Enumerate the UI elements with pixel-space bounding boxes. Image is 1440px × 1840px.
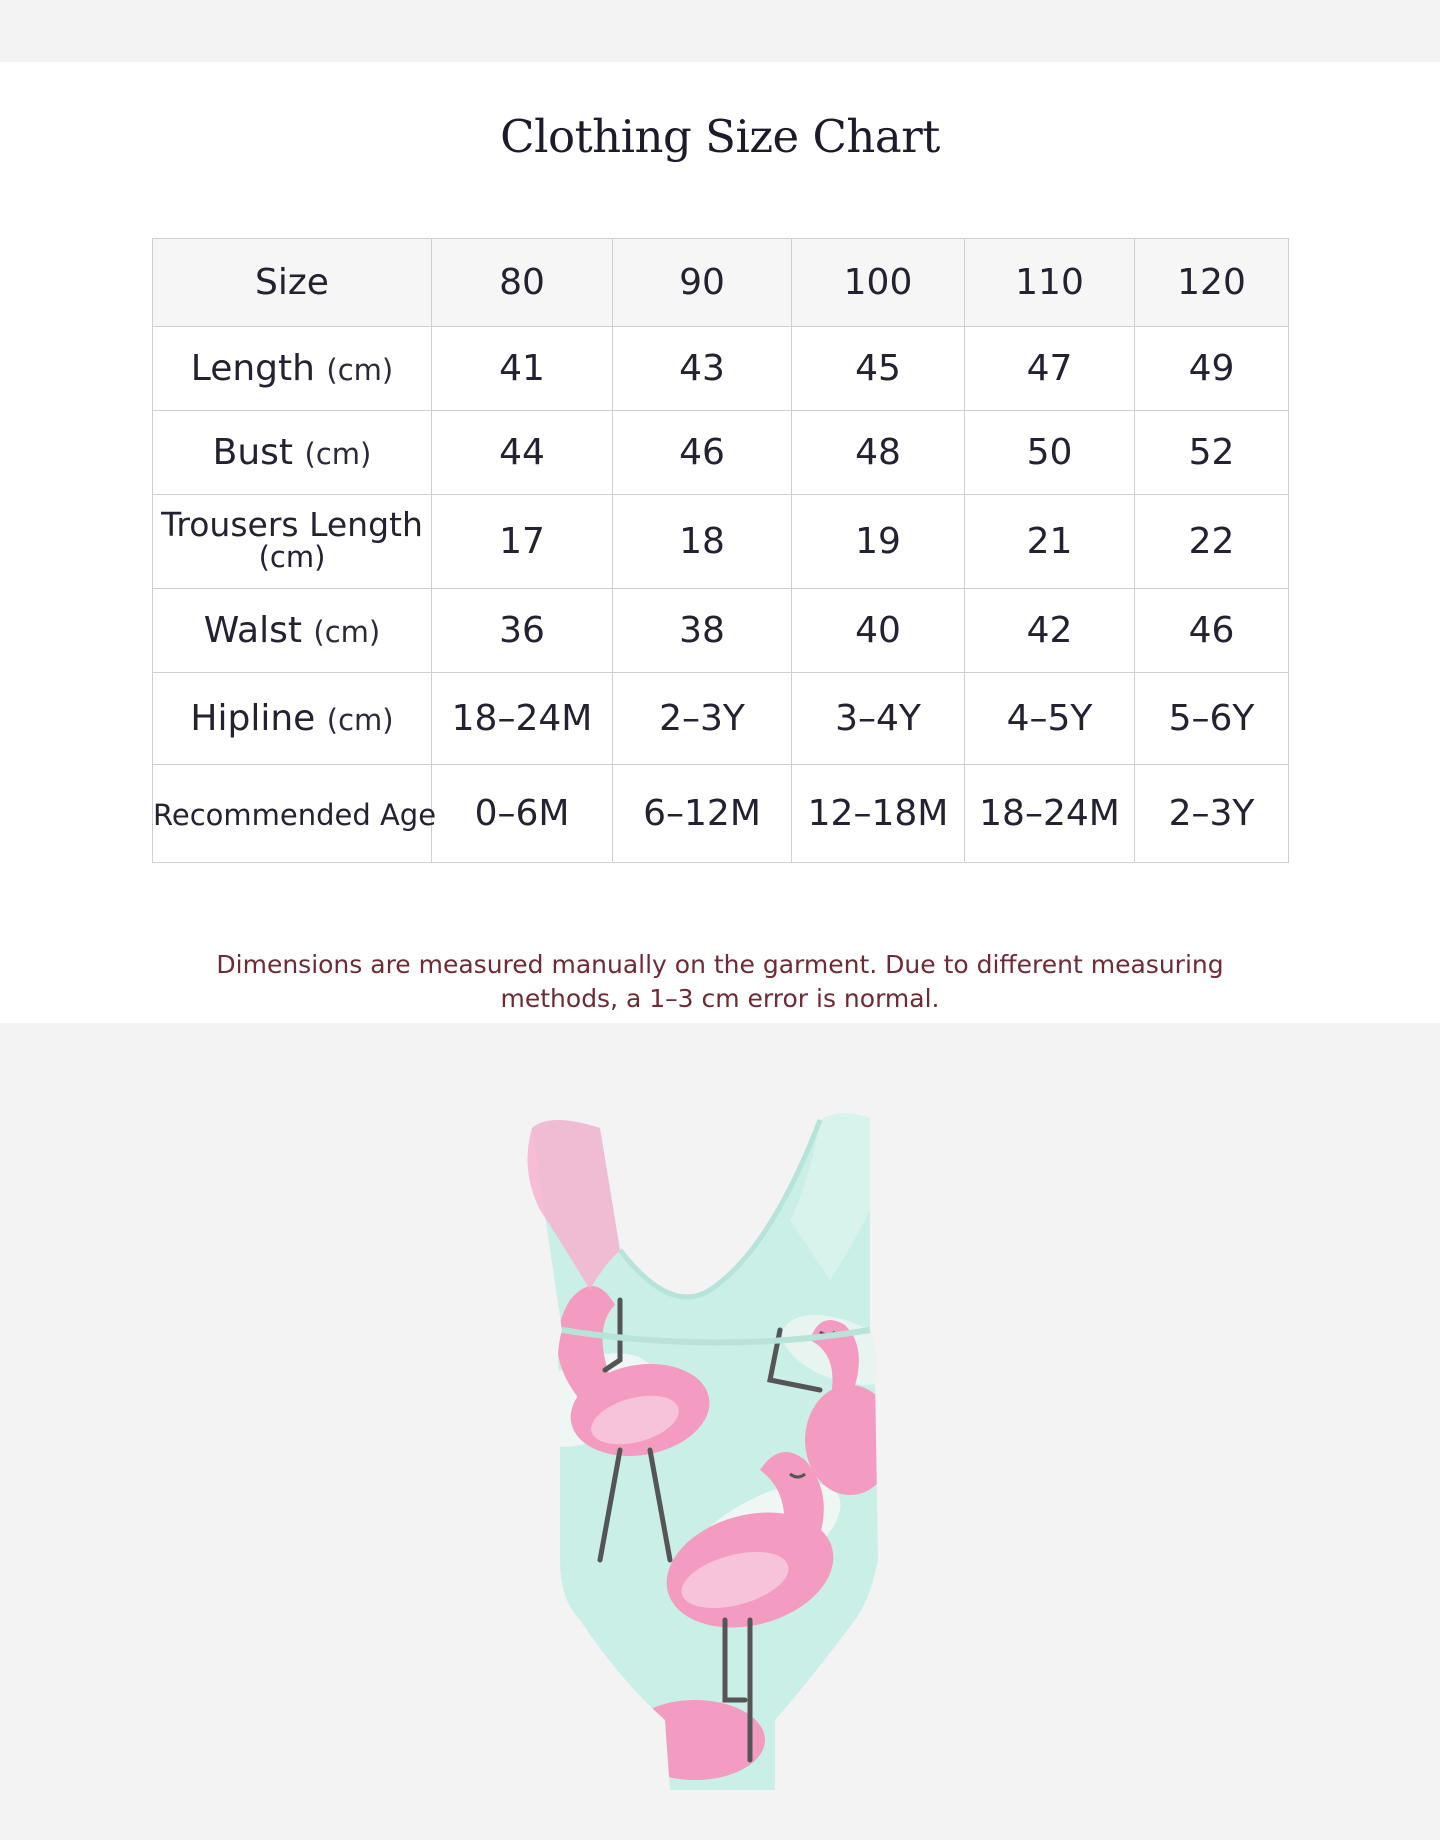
table-cell: 21 bbox=[965, 495, 1135, 589]
table-cell: 2–3Y bbox=[613, 673, 792, 765]
table-cell: 0–6M bbox=[432, 765, 613, 863]
table-row-hipline bbox=[153, 673, 1289, 765]
table-cell: 46 bbox=[1135, 589, 1289, 673]
size-80: 80 bbox=[432, 239, 613, 327]
top-strip bbox=[0, 0, 1440, 62]
table-cell: 40 bbox=[792, 589, 965, 673]
row-label-size: Size bbox=[153, 239, 432, 327]
table-cell: 18–24M bbox=[965, 765, 1135, 863]
table-cell: 45 bbox=[792, 327, 965, 411]
table-row-size bbox=[153, 239, 1289, 327]
table-cell: 18–24M bbox=[432, 673, 613, 765]
row-label-bust: Bust (cm) bbox=[153, 411, 432, 495]
table-cell: 41 bbox=[432, 327, 613, 411]
table-row-length bbox=[153, 327, 1289, 411]
trousers-length-unit: (cm) bbox=[258, 539, 326, 574]
table-cell: 47 bbox=[965, 327, 1135, 411]
note-line-2: methods, a 1–3 cm error is normal. bbox=[500, 984, 940, 1013]
table-cell: 46 bbox=[613, 411, 792, 495]
page-title: Clothing Size Chart bbox=[500, 110, 940, 163]
measurement-note bbox=[200, 948, 1240, 1016]
flamingo-swimsuit-image bbox=[520, 1100, 940, 1800]
row-label-length: Length (cm) bbox=[153, 327, 432, 411]
table-cell: 50 bbox=[965, 411, 1135, 495]
table-cell: 42 bbox=[965, 589, 1135, 673]
table-cell: 49 bbox=[1135, 327, 1289, 411]
size-100: 100 bbox=[792, 239, 965, 327]
table-cell: 6–12M bbox=[613, 765, 792, 863]
table-cell: 36 bbox=[432, 589, 613, 673]
table-cell: 52 bbox=[1135, 411, 1289, 495]
table-cell: 17 bbox=[432, 495, 613, 589]
table-cell: 12–18M bbox=[792, 765, 965, 863]
size-90: 90 bbox=[613, 239, 792, 327]
size-120: 120 bbox=[1135, 239, 1289, 327]
table-cell: 3–4Y bbox=[792, 673, 965, 765]
row-label-hipline: Hipline (cm) bbox=[153, 673, 432, 765]
table-row-trousers-length bbox=[153, 495, 1289, 589]
row-label-trousers-length bbox=[153, 495, 432, 589]
trousers-length-label: Trousers Length bbox=[161, 504, 423, 544]
table-cell: 48 bbox=[792, 411, 965, 495]
table-cell: 43 bbox=[613, 327, 792, 411]
table-row-bust bbox=[153, 411, 1289, 495]
table-cell: 44 bbox=[432, 411, 613, 495]
table-row-recommended-age bbox=[153, 765, 1289, 863]
table-cell: 38 bbox=[613, 589, 792, 673]
table-cell: 22 bbox=[1135, 495, 1289, 589]
table-cell: 5–6Y bbox=[1135, 673, 1289, 765]
table-cell: 19 bbox=[792, 495, 965, 589]
size-110: 110 bbox=[965, 239, 1135, 327]
table-cell: 2–3Y bbox=[1135, 765, 1289, 863]
note-line-1: Dimensions are measured manually on the garment. Due to different measuring bbox=[216, 950, 1224, 979]
table-cell: 18 bbox=[613, 495, 792, 589]
row-label-waist: Walst (cm) bbox=[153, 589, 432, 673]
table-row-waist bbox=[153, 589, 1289, 673]
table-cell: 4–5Y bbox=[965, 673, 1135, 765]
row-label-recommended-age: Recommended Age bbox=[153, 765, 432, 863]
size-table bbox=[152, 238, 1289, 863]
